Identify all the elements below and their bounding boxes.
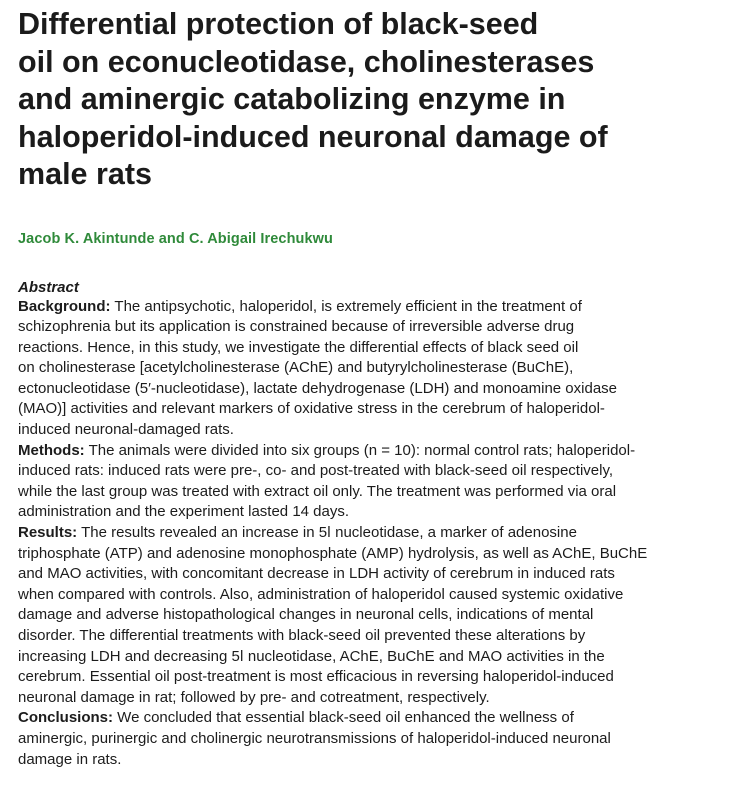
methods-paragraph: [18, 441, 748, 523]
title-line: Differential protection of black-seed: [18, 7, 539, 41]
results-label: Results:: [18, 524, 78, 542]
title-line: and aminergic catabolizing enzyme in: [18, 82, 566, 116]
author-list: Jacob K. Akintunde and C. Abigail Irechukwu: [18, 230, 334, 247]
text-line: schizophrenia but its application is constrained because of irreversible adverse drug: [18, 318, 575, 336]
abstract-heading: Abstract: [18, 278, 79, 296]
text-line: administration and the experiment lasted 14 days.: [18, 503, 350, 521]
text-line: cerebrum. Essential oil post-treatment is most efficacious in reversing haloperidol-induced: [18, 668, 614, 686]
abstract-section: [18, 279, 748, 771]
text-line: induced rats: induced rats were pre-, co- and post-treated with black-seed oil respectively,: [18, 462, 614, 480]
text-line: Conclusions: We concluded that essential black-seed oil enhanced the wellness of: [18, 709, 574, 727]
title-line: male rats: [18, 157, 152, 191]
text-line: while the last group was treated with extract oil only. The treatment was performed via oral: [18, 482, 617, 500]
text-line: induced neuronal-damaged rats.: [18, 421, 234, 439]
text-line: aminergic, purinergic and cholinergic neurotransmissions of haloperidol-induced neuronal: [18, 729, 611, 747]
background-label: Background:: [18, 297, 111, 315]
conclusions-label: Conclusions:: [18, 709, 114, 727]
text-line: on cholinesterase [acetylcholinesterase (AChE) and butyrylcholinesterase (BuChE),: [18, 359, 574, 377]
title-line: oil on econucleotidase, cholinesterases: [18, 44, 595, 79]
text-line: increasing LDH and decreasing 5ǀ nucleotidase, AChE, BuChE and MAO activities in the: [18, 647, 605, 665]
text-line: disorder. The differential treatments with black-seed oil prevented these alterations by: [18, 627, 586, 644]
article-title: [18, 6, 718, 194]
title-line: haloperidol-induced neuronal damage of: [18, 119, 608, 154]
article-page: [18, 6, 748, 770]
methods-label: Methods:: [18, 441, 85, 459]
text-line: reactions. Hence, in this study, we investigate the differential effects of black seed oil: [18, 338, 579, 356]
background-paragraph: [18, 297, 748, 441]
text-line: Background: The antipsychotic, haloperidol, is extremely efficient in the treatment of: [18, 297, 582, 315]
text-line: triphosphate (ATP) and adenosine monophosphate (AMP) hydrolysis, as well as AChE, BuChE: [18, 544, 648, 562]
text-line: when compared with controls. Also, administration of haloperidol caused systemic oxidative: [18, 585, 624, 603]
text-line: ectonucleotidase (5′-nucleotidase), lactate dehydrogenase (LDH) and monoamine oxidase: [18, 379, 618, 397]
results-paragraph: [18, 523, 748, 708]
text-line: neuronal damage in rat; followed by pre- and cotreatment, respectively.: [18, 688, 490, 706]
text-line: and MAO activities, with concomitant decrease in LDH activity of cerebrum in induced rats: [18, 565, 615, 583]
text-line: Results: The results revealed an increase in 5ǀ nucleotidase, a marker of adenosine: [18, 524, 577, 542]
conclusions-paragraph: [18, 708, 748, 770]
text-line: damage and adverse histopathological changes in neuronal cells, indications of mental: [18, 606, 594, 624]
text-line: (MAO)] activities and relevant markers of oxidative stress in the cerebrum of haloperidol-: [18, 400, 605, 418]
text-line: damage in rats.: [18, 750, 122, 768]
text-line: Methods: The animals were divided into six groups (n = 10): normal control rats; haloperidol-: [18, 441, 636, 459]
